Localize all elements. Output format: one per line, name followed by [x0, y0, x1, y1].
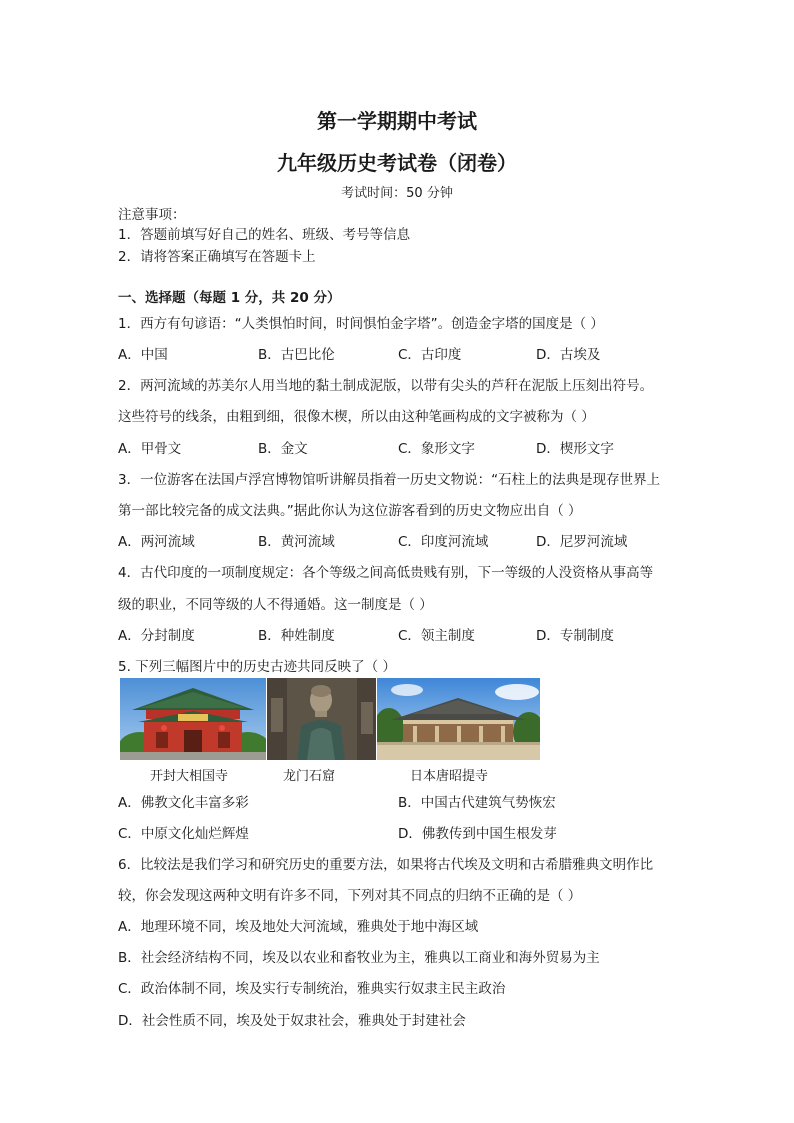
question-3-line: 3．一位游客在法国卢浮宫博物馆听讲解员指着一历史文物说：“石柱上的法典是现存世界上 [118, 472, 661, 488]
q2-option-c: C．象形文字 [398, 441, 475, 457]
caption-daxiangguo: 开封大相国寺 [150, 769, 229, 784]
question-1-stem: 1．西方有句谚语：“人类惧怕时间，时间惧怕金字塔”。创造金字塔的国度是（ ） [118, 316, 604, 332]
q6-option-b: B．社会经济结构不同，埃及以农业和畜牧业为主，雅典以工商业和海外贸易为主 [118, 950, 600, 966]
question-4-line: 4．古代印度的一项制度规定：各个等级之间高低贵贱有别，下一等级的人没资格从事高等 [118, 565, 654, 581]
q5-option-c: C．中原文化灿烂辉煌 [118, 826, 249, 842]
q3-option-d: D．尼罗河流域 [536, 534, 628, 550]
q4-option-c: C．领主制度 [398, 628, 475, 644]
daxiangguo-temple-photo [120, 678, 266, 760]
exam-title: 第一学期期中考试 [317, 109, 477, 133]
question-6-line: 6．比较法是我们学习和研究历史的重要方法，如果将古代埃及文明和古希腊雅典文明作比 [118, 857, 654, 873]
notes-heading: 注意事项： [118, 207, 186, 223]
caption-toshodaiji: 日本唐昭提寺 [410, 769, 489, 784]
exam-time: 考试时间：50 分钟 [341, 186, 453, 201]
q3-option-c: C．印度河流域 [398, 534, 489, 550]
q2-option-a: A．甲骨文 [118, 441, 182, 457]
q1-option-d: D．古埃及 [536, 347, 601, 363]
question-2-line: 2．两河流域的苏美尔人用当地的黏土制成泥版，以带有尖头的芦秆在泥版上压刻出符号。 [118, 378, 654, 394]
question-2-line: 这些符号的线条，由粗到细，很像木楔，所以由这种笔画构成的文字被称为（ ） [118, 409, 595, 425]
q3-option-b: B．黄河流域 [258, 534, 335, 550]
q1-option-a: A．中国 [118, 347, 168, 363]
q4-option-b: B．种姓制度 [258, 628, 335, 644]
longmen-grottoes-photo [267, 678, 376, 760]
q1-option-c: C．古印度 [398, 347, 462, 363]
q2-option-b: B．金文 [258, 441, 308, 457]
question-6-line: 较，你会发现这两种文明有许多不同，下列对其不同点的归纳不正确的是（ ） [118, 888, 582, 904]
q1-option-b: B．古巴比伦 [258, 347, 335, 363]
q6-option-a: A．地理环境不同，埃及地处大河流域，雅典处于地中海区域 [118, 919, 479, 935]
q5-option-a: A．佛教文化丰富多彩 [118, 795, 249, 811]
note-item: 1．答题前填写好自己的姓名、班级、考号等信息 [118, 227, 411, 243]
q5-option-d: D．佛教传到中国生根发芽 [398, 826, 557, 842]
caption-longmen: 龙门石窟 [283, 769, 336, 784]
note-item: 2．请将答案正确填写在答题卡上 [118, 249, 316, 265]
q6-option-d: D．社会性质不同，埃及处于奴隶社会，雅典处于封建社会 [118, 1013, 466, 1029]
q2-option-d: D．楔形文字 [536, 441, 614, 457]
question-4-line: 级的职业，不同等级的人不得通婚。这一制度是（ ） [118, 597, 433, 613]
toshodaiji-temple-photo [377, 678, 540, 760]
question-3-line: 第一部比较完备的成文法典。”据此你认为这位游客看到的历史文物应出自（ ） [118, 503, 582, 519]
q6-option-c: C．政治体制不同，埃及实行专制统治，雅典实行奴隶主民主政治 [118, 981, 506, 997]
section-heading: 一、选择题（每题 1 分，共 20 分） [118, 290, 341, 306]
q4-option-d: D．专制制度 [536, 628, 614, 644]
question-5-stem: 5. 下列三幅图片中的历史古迹共同反映了（ ） [118, 659, 396, 675]
q4-option-a: A．分封制度 [118, 628, 195, 644]
exam-subtitle: 九年级历史考试卷（闭卷） [277, 151, 517, 175]
q5-option-b: B．中国古代建筑气势恢宏 [398, 795, 556, 811]
q3-option-a: A．两河流域 [118, 534, 195, 550]
